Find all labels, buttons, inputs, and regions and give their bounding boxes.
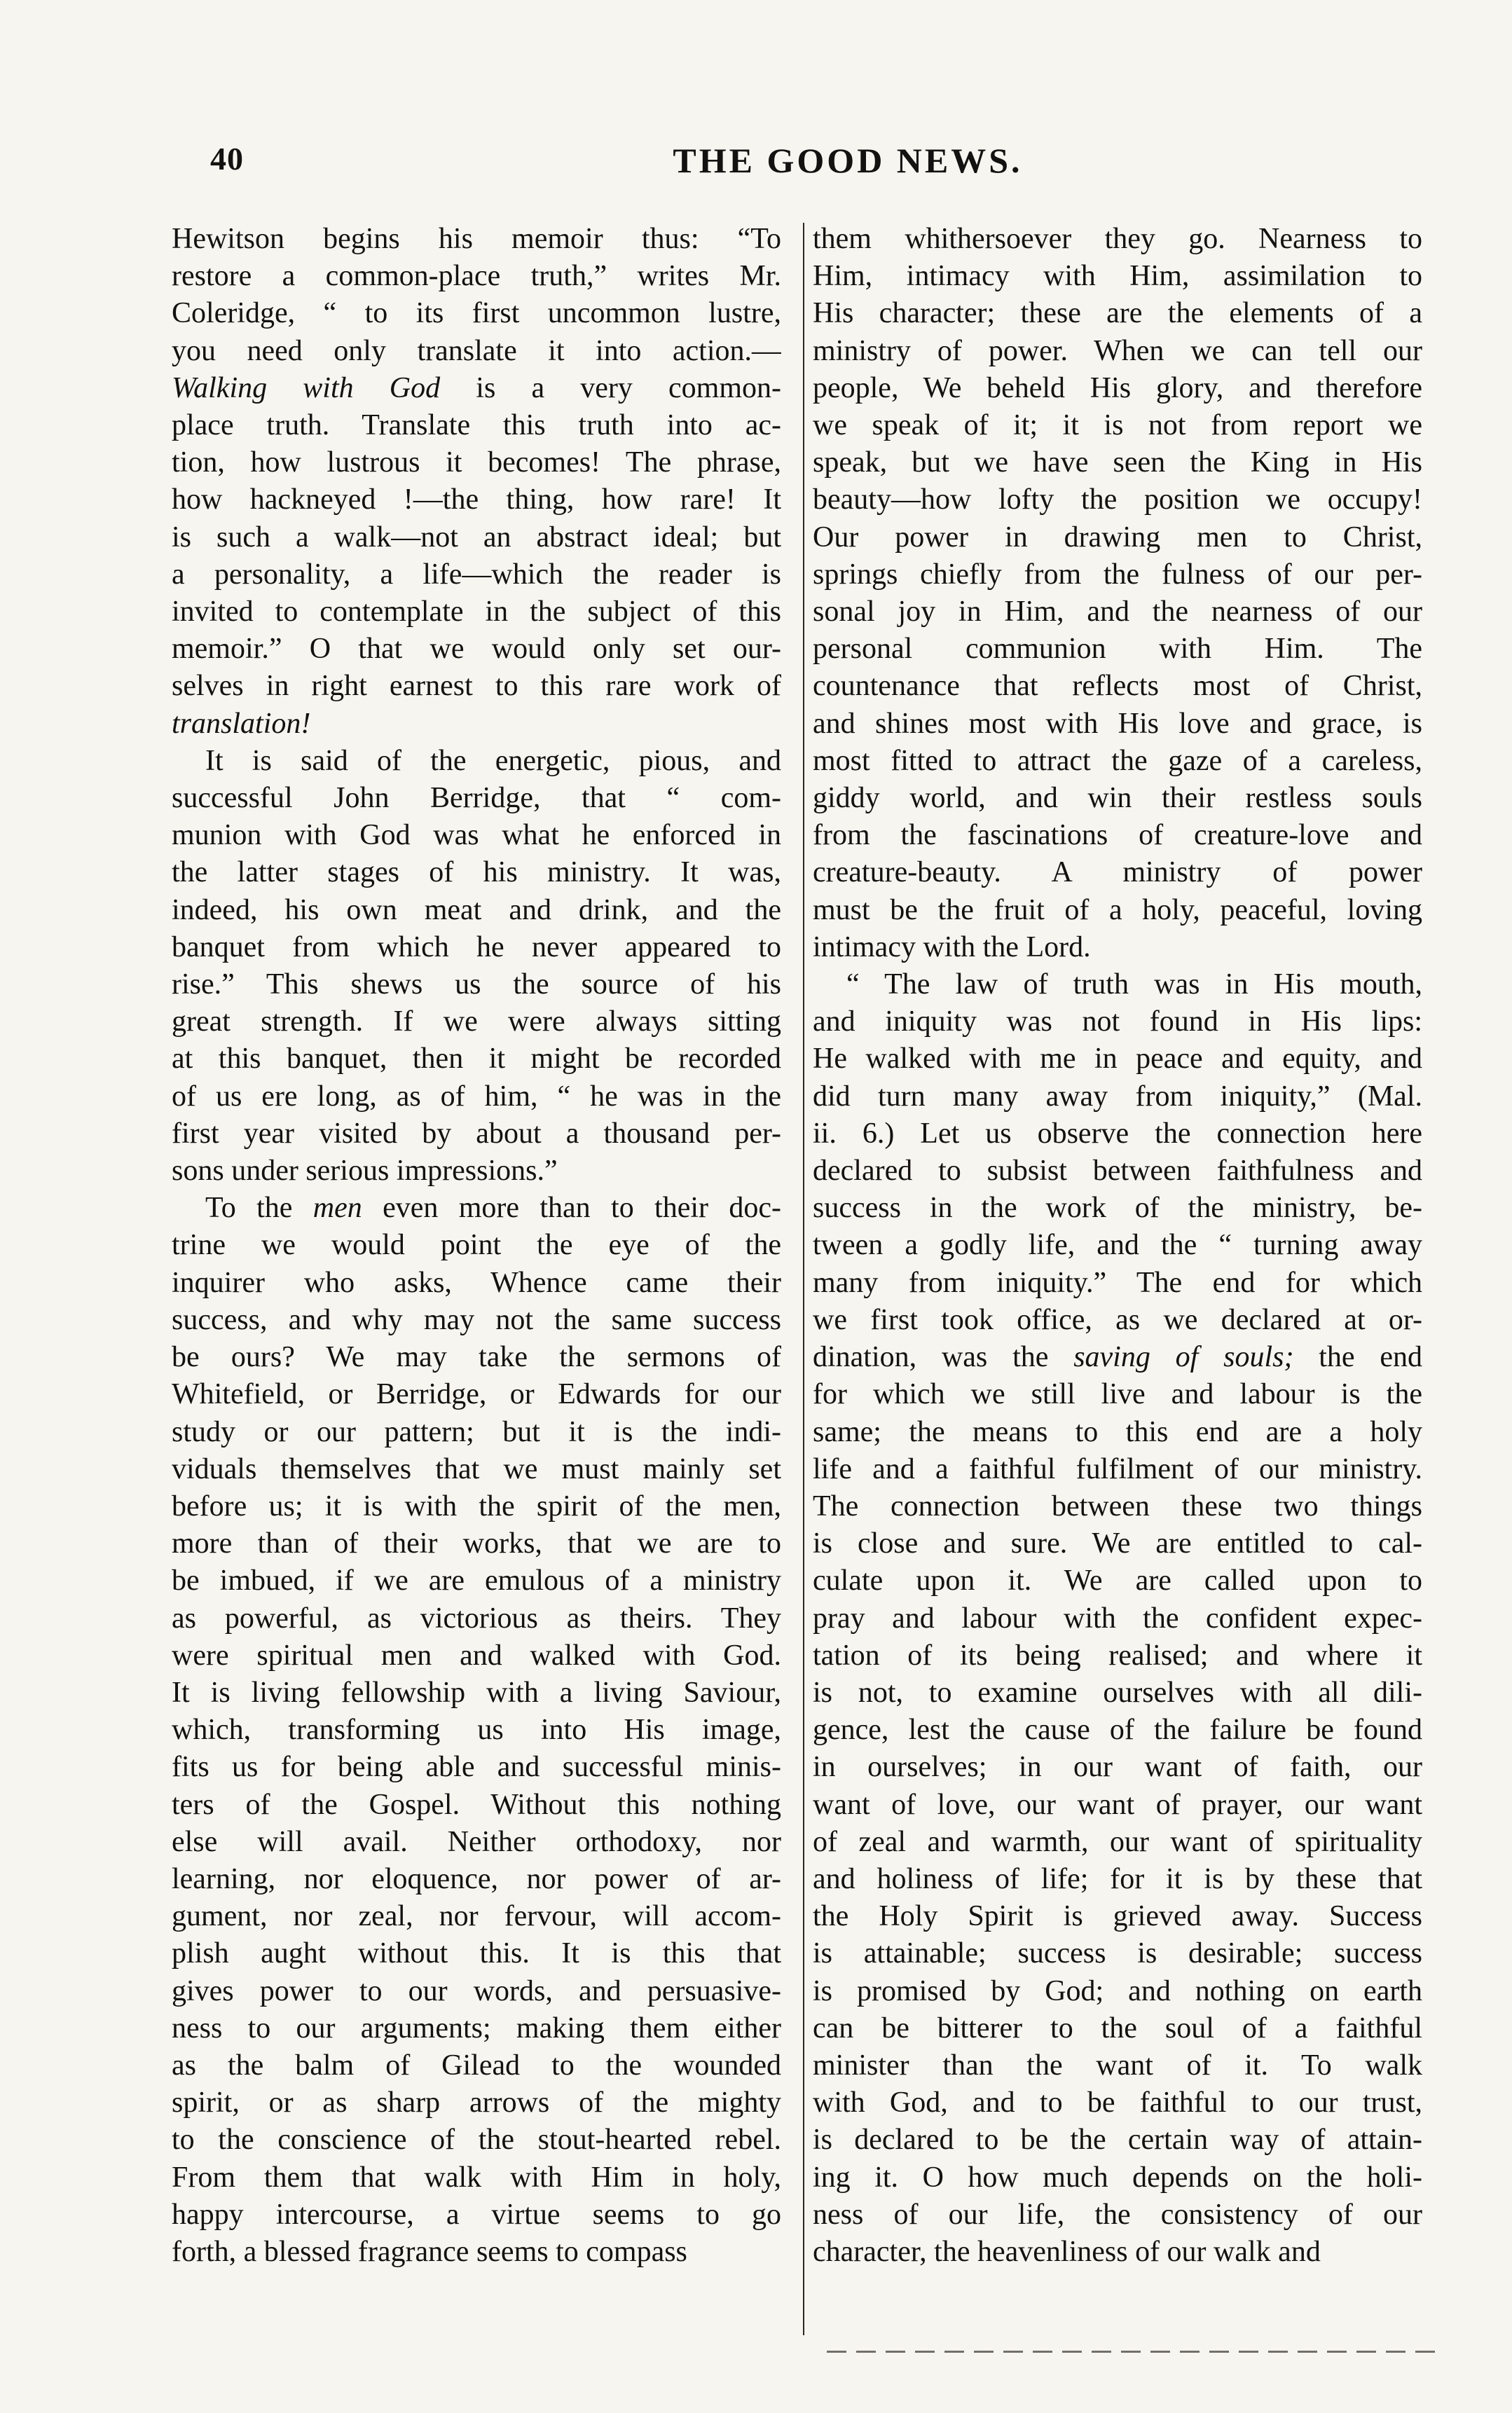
text-line: must be the fruit of a holy, peaceful, loving [813,893,1422,926]
text-line: and iniquity was not found in His lips: [813,1005,1422,1038]
text-line: beauty—how lofty the position we occupy! [813,483,1422,516]
text-line: did turn many away from iniquity,” (Mal. [813,1080,1422,1113]
footer-rule [827,2351,1443,2353]
text-line: learning, nor eloquence, nor power of ar- [172,1862,781,1895]
text-line: gence, lest the cause of the failure be found [813,1714,1422,1747]
text-line: be imbued, if we are emulous of a ministry [172,1565,781,1597]
text-line: as the balm of Gilead to the wounded [172,2049,781,2082]
text-line: character, the heavenliness of our walk and [813,2235,1321,2268]
text-line: be ours? We may take the sermons of [172,1341,781,1374]
text-line: Him, intimacy with Him, assimilation to [813,260,1422,293]
text-line: dination, was the saving of souls; the end [813,1341,1422,1374]
text-line: To the men even more than to their doc- [205,1192,781,1225]
text-line: we first took office, as we declared at or- [813,1303,1422,1336]
text-line: is such a walk—not an abstract ideal; but [172,521,781,554]
text-line: from the fascinations of creature-love and [813,819,1422,852]
text-line: success, and why may not the same success [172,1303,781,1336]
text-line: intimacy with the Lord. [813,930,1091,963]
left-column [172,221,781,2271]
text-line: success in the work of the ministry, be- [813,1192,1422,1225]
text-line: in ourselves; in our want of faith, our [813,1751,1422,1784]
text-line: memoir.” O that we would only set our- [172,633,781,666]
text-line: personal communion with Him. The [813,633,1422,666]
text-line: life and a faithful fulfilment of our ministry. [813,1452,1422,1485]
text-line: as powerful, as victorious as theirs. They [172,1602,781,1635]
text-line: springs chiefly from the fulness of our per- [813,558,1422,591]
text-line: is not, to examine ourselves with all dili- [813,1676,1422,1709]
text-line: many from iniquity.” The end for which [813,1266,1422,1299]
text-line: From them that walk with Him in holy, [172,2161,781,2194]
text-line: It is said of the energetic, pious, and [205,744,781,777]
text-line: with God, and to be faithful to our trust, [813,2087,1422,2119]
text-line: of zeal and warmth, our want of spirituality [813,1825,1422,1858]
text-line: of us ere long, as of him, “ he was in the [172,1080,781,1113]
column-divider [803,223,804,2335]
text-line: “ The law of truth was in His mouth, [846,968,1422,1001]
text-line: tween a godly life, and the “ turning away [813,1229,1422,1262]
text-line: plish aught without this. It is this that [172,1937,781,1970]
text-line: most fitted to attract the gaze of a careless, [813,744,1422,777]
text-line: Walking with God is a very common- [172,371,781,404]
text-line: Whitefield, or Berridge, or Edwards for our [172,1378,781,1411]
text-line: ii. 6.) Let us observe the connection here [813,1117,1422,1150]
text-line: is attainable; success is desirable; success [813,1937,1422,1970]
text-line: at this banquet, then it might be recorded [172,1043,781,1075]
text-line: were spiritual men and walked with God. [172,1639,781,1672]
text-line: viduals themselves that we must mainly set [172,1452,781,1485]
text-line: people, We beheld His glory, and therefore [813,371,1422,404]
text-line: great strength. If we were always sitting [172,1005,781,1038]
text-line: banquet from which he never appeared to [172,930,781,963]
text-line: He walked with me in peace and equity, and [813,1043,1422,1075]
text-line: ness of our life, the consistency of our [813,2198,1422,2231]
text-line: sonal joy in Him, and the nearness of our [813,596,1422,628]
text-line: giddy world, and win their restless souls [813,782,1422,815]
text-line: invited to contemplate in the subject of this [172,596,781,628]
text-line: countenance that reflects most of Christ, [813,670,1422,703]
text-line: trine we would point the eye of the [172,1229,781,1262]
page-header [210,140,1443,189]
text-line: Coleridge, “ to its first uncommon lustre, [172,297,781,330]
text-line: the latter stages of his ministry. It was, [172,856,781,889]
text-line: His character; these are the elements of a [813,297,1422,330]
text-line: the Holy Spirit is grieved away. Success [813,1900,1422,1933]
text-line: selves in right earnest to this rare work of [172,670,781,703]
text-line: forth, a blessed fragrance seems to compass [172,2235,687,2268]
text-line: place truth. Translate this truth into ac- [172,409,781,442]
text-line: restore a common-place truth,” writes Mr. [172,260,781,293]
text-line: inquirer who asks, Whence came their [172,1266,781,1299]
running-title: THE GOOD NEWS. [673,141,1023,180]
text-line: Our power in drawing men to Christ, [813,521,1422,554]
text-line: same; the means to this end are a holy [813,1415,1422,1448]
text-line: gument, nor zeal, nor fervour, will accom- [172,1900,781,1933]
text-line: and shines most with His love and grace, is [813,707,1422,740]
text-line: tation of its being realised; and where it [813,1639,1422,1672]
text-line: creature-beauty. A ministry of power [813,856,1422,889]
text-line: ministry of power. When we can tell our [813,334,1422,367]
text-line: to the conscience of the stout-hearted rebel. [172,2124,781,2157]
page-number: 40 [210,141,244,177]
text-line: munion with God was what he enforced in [172,819,781,852]
text-line: a personality, a life—which the reader is [172,558,781,591]
text-line: before us; it is with the spirit of the men, [172,1490,781,1522]
text-line: spirit, or as sharp arrows of the mighty [172,2087,781,2119]
text-line: ness to our arguments; making them either [172,2012,781,2044]
text-line: It is living fellowship with a living Saviour, [172,1676,781,1709]
text-line: fits us for being able and successful minis- [172,1751,781,1784]
text-line: first year visited by about a thousand per- [172,1117,781,1150]
text-line: successful John Berridge, that “ com- [172,782,781,815]
text-line: which, transforming us into His image, [172,1714,781,1747]
text-line: sons under serious impressions.” [172,1155,558,1188]
text-line: how hackneyed !—the thing, how rare! It [172,483,781,516]
text-line: gives power to our words, and persuasive- [172,1974,781,2007]
text-line: minister than the want of it. To walk [813,2049,1422,2082]
right-column [813,221,1422,2271]
text-line: ing it. O how much depends on the holi- [813,2161,1422,2194]
text-line: we speak of it; it is not from report we [813,409,1422,442]
text-line: is declared to be the certain way of attain- [813,2124,1422,2157]
text-line: culate upon it. We are called upon to [813,1565,1422,1597]
text-line: happy intercourse, a virtue seems to go [172,2198,781,2231]
text-line: Hewitson begins his memoir thus: “To [172,223,781,255]
text-line: The connection between these two things [813,1490,1422,1522]
text-line: rise.” This shews us the source of his [172,968,781,1001]
text-line: and holiness of life; for it is by these that [813,1862,1422,1895]
text-line: can be bitterer to the soul of a faithful [813,2012,1422,2044]
text-line: is promised by God; and nothing on earth [813,1974,1422,2007]
text-line: translation! [172,707,311,740]
text-line: declared to subsist between faithfulness and [813,1155,1422,1188]
text-line: ters of the Gospel. Without this nothing [172,1788,781,1821]
text-line: pray and labour with the confident expec- [813,1602,1422,1635]
text-line: more than of their works, that we are to [172,1527,781,1560]
text-line: study or our pattern; but it is the indi- [172,1415,781,1448]
text-line: tion, how lustrous it becomes! The phrase, [172,446,781,479]
text-line: speak, but we have seen the King in His [813,446,1422,479]
text-line: want of love, our want of prayer, our want [813,1788,1422,1821]
text-line: for which we still live and labour is the [813,1378,1422,1411]
text-line: you need only translate it into action.— [172,334,781,367]
text-line: else will avail. Neither orthodoxy, nor [172,1825,781,1858]
text-line: indeed, his own meat and drink, and the [172,893,781,926]
text-line: them whithersoever they go. Nearness to [813,223,1422,255]
text-line: is close and sure. We are entitled to cal- [813,1527,1422,1560]
